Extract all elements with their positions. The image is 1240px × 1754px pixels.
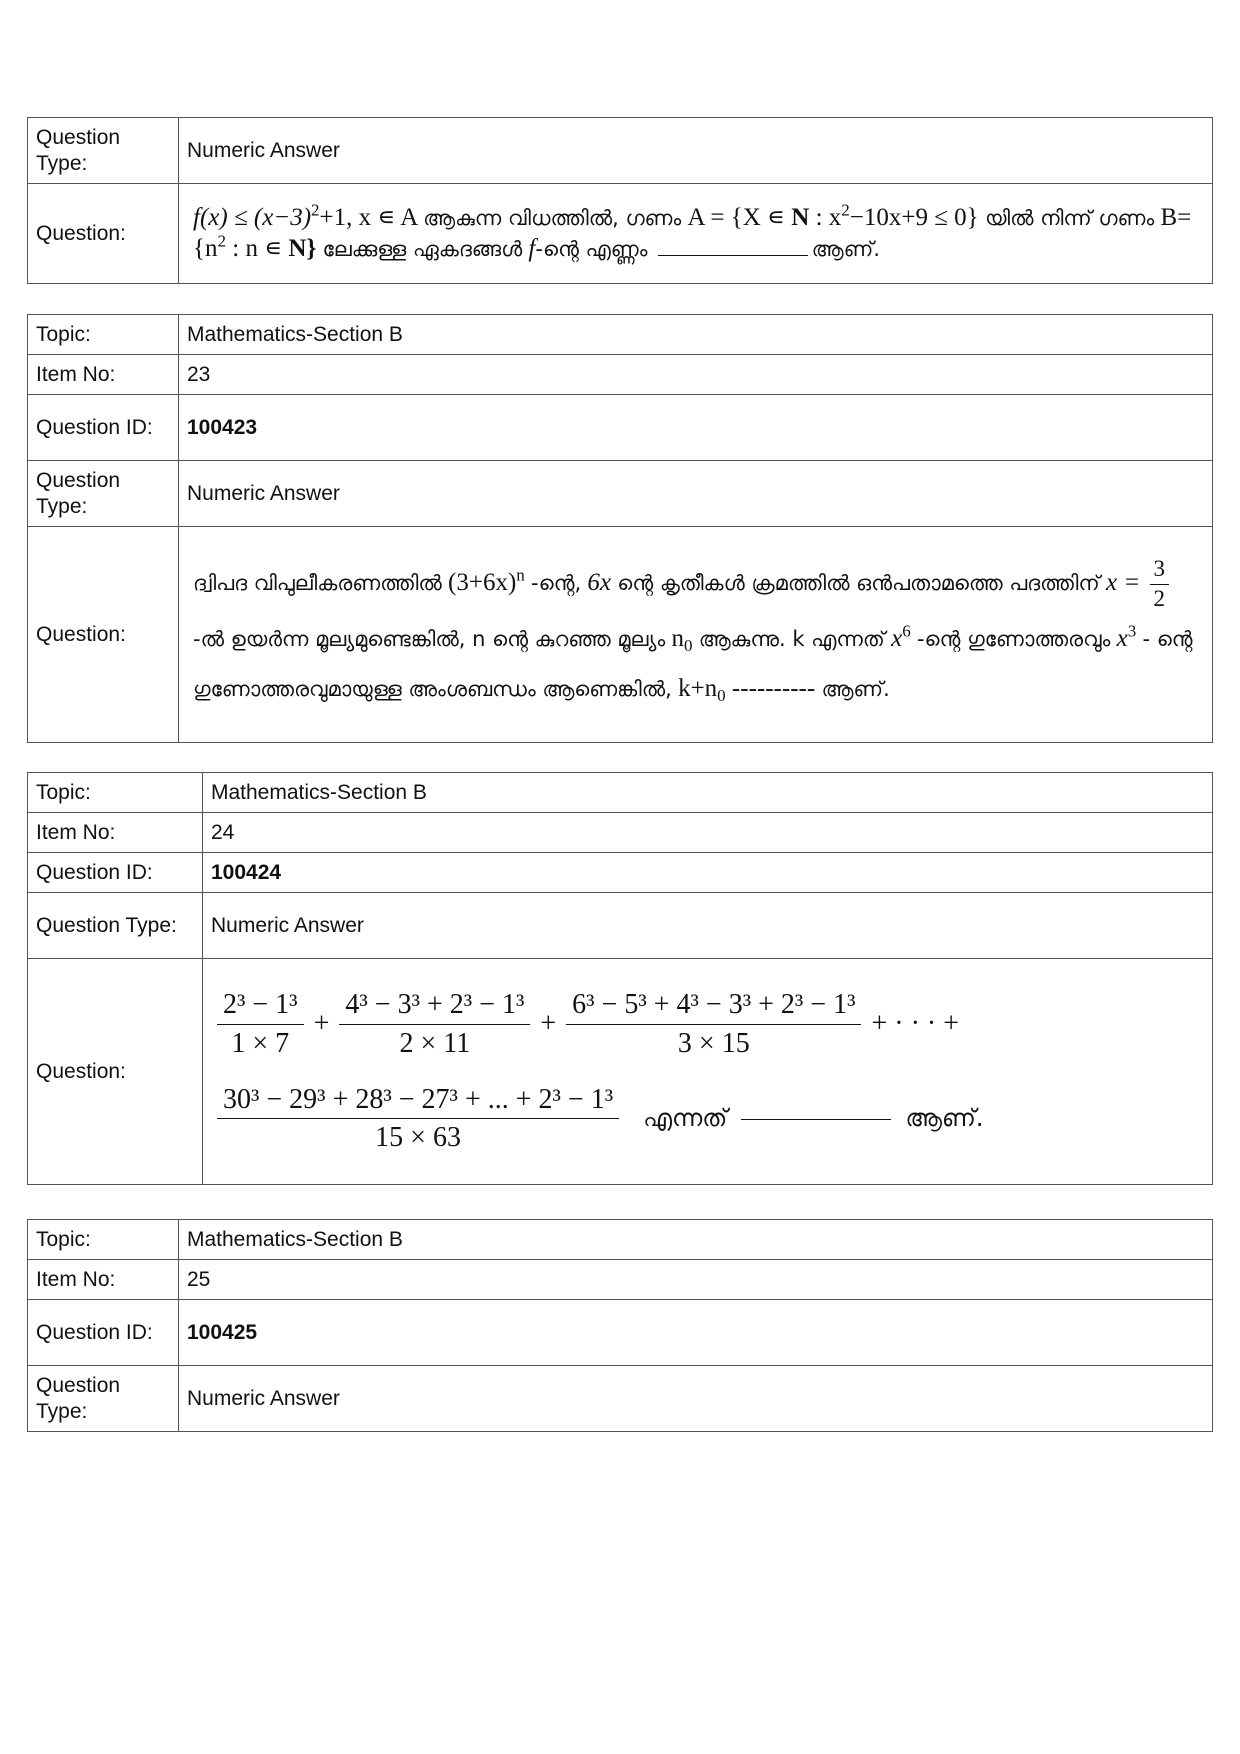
math-sub: 0 (683, 635, 693, 655)
math-expr: A = {X ∊ (687, 204, 785, 231)
fraction-denominator: 2 × 11 (399, 1027, 471, 1059)
item-no-label: Item No: (28, 1260, 179, 1300)
topic-label: Topic: (28, 315, 179, 355)
question-label: Question: (28, 184, 179, 284)
math-expr: f (528, 234, 536, 262)
item-no-label: Item No: (28, 355, 179, 395)
math-expr: B={n (193, 204, 1192, 262)
math-expr: x (1116, 624, 1128, 652)
question-table-23 (27, 314, 1213, 743)
text-fragment: -ന്റെ എണ്ണം (535, 236, 648, 261)
plus-sign: + (540, 1008, 557, 1040)
answer-blank (741, 1118, 891, 1120)
question-type-value: Numeric Answer (179, 461, 1213, 527)
text-fragment: ആണ്. (905, 1103, 984, 1132)
answer-dashes: ---------- (731, 674, 816, 702)
text-fragment: -ന്റെ ഗുണോത്തരവും (916, 626, 1111, 651)
topic-value: Mathematics-Section B (203, 773, 1213, 813)
fraction-denominator: 2 (1153, 586, 1166, 611)
math-expr: f(x) ≤ (x−3) (193, 204, 312, 231)
math-expr: +1, x ∊ A (319, 204, 417, 231)
question-text (179, 184, 1213, 284)
math-sub: 0 (717, 685, 726, 705)
math-expr: k+n (678, 674, 718, 702)
question-type-label: Question Type: (28, 461, 179, 527)
question-table-25 (27, 1219, 1213, 1432)
fraction (217, 988, 304, 1060)
text-fragment: ആകുന്നു. k എന്നത് (698, 626, 885, 651)
question-type-label: Question Type: (28, 1366, 179, 1432)
question-id-label: Question ID: (28, 1300, 179, 1366)
item-no-label: Item No: (28, 813, 203, 853)
question-id-value: 100423 (179, 395, 1213, 461)
question-id-value: 100425 (179, 1300, 1213, 1366)
question-type-value: Numeric Answer (179, 118, 1213, 184)
math-expr: x = (1106, 569, 1141, 597)
math-exp: 6 (902, 621, 911, 641)
text-fragment: -ൽ ഉയർന്ന മൂല്യമുണ്ടെങ്കിൽ, n ന്റെ കുറഞ്ഞ മൂല്യം (193, 626, 666, 651)
text-fragment: യിൽ നിന്ന് ഗണം (984, 206, 1155, 230)
topic-label: Topic: (28, 1220, 179, 1260)
fraction (1150, 555, 1170, 614)
fraction-denominator: 3 × 15 (677, 1027, 750, 1059)
question-label: Question: (28, 959, 203, 1185)
item-no-value: 25 (179, 1260, 1213, 1300)
question-table-top (27, 117, 1213, 284)
question-label: Question: (28, 527, 179, 743)
text-fragment: - ന്റെ ഗുണോത്തരവുമായുള്ള അംശബന്ധം ആണെങ്കിൽ, (193, 626, 1193, 701)
series-row-1 (217, 988, 1198, 1060)
fraction-numerator: 4³ − 3³ + 2³ − 1³ (339, 988, 530, 1025)
question-text (203, 959, 1213, 1185)
topic-value: Mathematics-Section B (179, 1220, 1213, 1260)
fraction-numerator: 2³ − 1³ (217, 988, 304, 1025)
fraction-numerator: 6³ − 5³ + 4³ − 3³ + 2³ − 1³ (566, 988, 861, 1025)
item-no-value: 24 (203, 813, 1213, 853)
text-fragment: ലേക്കുള്ള ഏകദങ്ങൾ (322, 236, 523, 261)
series-row-2 (217, 1083, 1198, 1155)
question-text (179, 527, 1213, 743)
text-fragment: ആണ്. (821, 676, 890, 701)
question-table-24 (27, 772, 1213, 1185)
topic-label: Topic: (28, 773, 203, 813)
math-expr: −10x+9 ≤ 0} (849, 204, 979, 231)
answer-blank (658, 254, 808, 256)
fraction-numerator: 30³ − 29³ + 28³ − 27³ + ... + 2³ − 1³ (217, 1083, 619, 1120)
text-fragment: -ന്റെ, (531, 571, 582, 596)
question-type-value: Numeric Answer (179, 1366, 1213, 1432)
question-id-label: Question ID: (28, 395, 179, 461)
fraction (217, 1083, 619, 1155)
fraction-denominator: 1 × 7 (231, 1027, 290, 1059)
math-expr: : x (815, 204, 842, 231)
question-type-label: Question Type: (28, 893, 203, 959)
math-expr: N (791, 204, 810, 231)
question-type-value: Numeric Answer (203, 893, 1213, 959)
question-type-label: Question Type: (28, 118, 179, 184)
text-fragment: ആകുന്ന വിധത്തിൽ, ഗണം (423, 206, 682, 230)
text-fragment: ന്റെ കൃതീകൾ ക്രമത്തിൽ ഒൻപതാമത്തെ പദത്തിന് (617, 571, 1100, 596)
text-fragment: എന്നത് (643, 1103, 728, 1132)
fraction-denominator: 15 × 63 (375, 1122, 461, 1154)
text-fragment: ദ്വിപദ വിപുലീകരണത്തിൽ (193, 571, 442, 596)
math-expr: n (671, 624, 684, 652)
plus-sign: + (313, 1008, 330, 1040)
math-expr: : n ∊ (232, 234, 283, 262)
math-expr: 6x (587, 569, 612, 597)
math-exp: 3 (1127, 621, 1137, 641)
math-exp: 2 (841, 200, 850, 220)
item-no-value: 23 (179, 355, 1213, 395)
math-exp: n (516, 565, 525, 585)
math-expr: N} (288, 234, 317, 262)
fraction (566, 988, 861, 1060)
fraction (339, 988, 530, 1060)
math-exp: 2 (217, 231, 226, 251)
math-exp: 2 (311, 200, 320, 220)
question-id-label: Question ID: (28, 853, 203, 893)
question-id-value: 100424 (203, 853, 1213, 893)
math-expr: x (891, 624, 903, 652)
text-fragment: ആണ്. (811, 236, 881, 261)
math-expr: (3+6x) (448, 569, 517, 597)
ellipsis-plus: + · · · + (871, 1008, 960, 1040)
topic-value: Mathematics-Section B (179, 315, 1213, 355)
fraction-numerator: 3 (1150, 555, 1170, 585)
